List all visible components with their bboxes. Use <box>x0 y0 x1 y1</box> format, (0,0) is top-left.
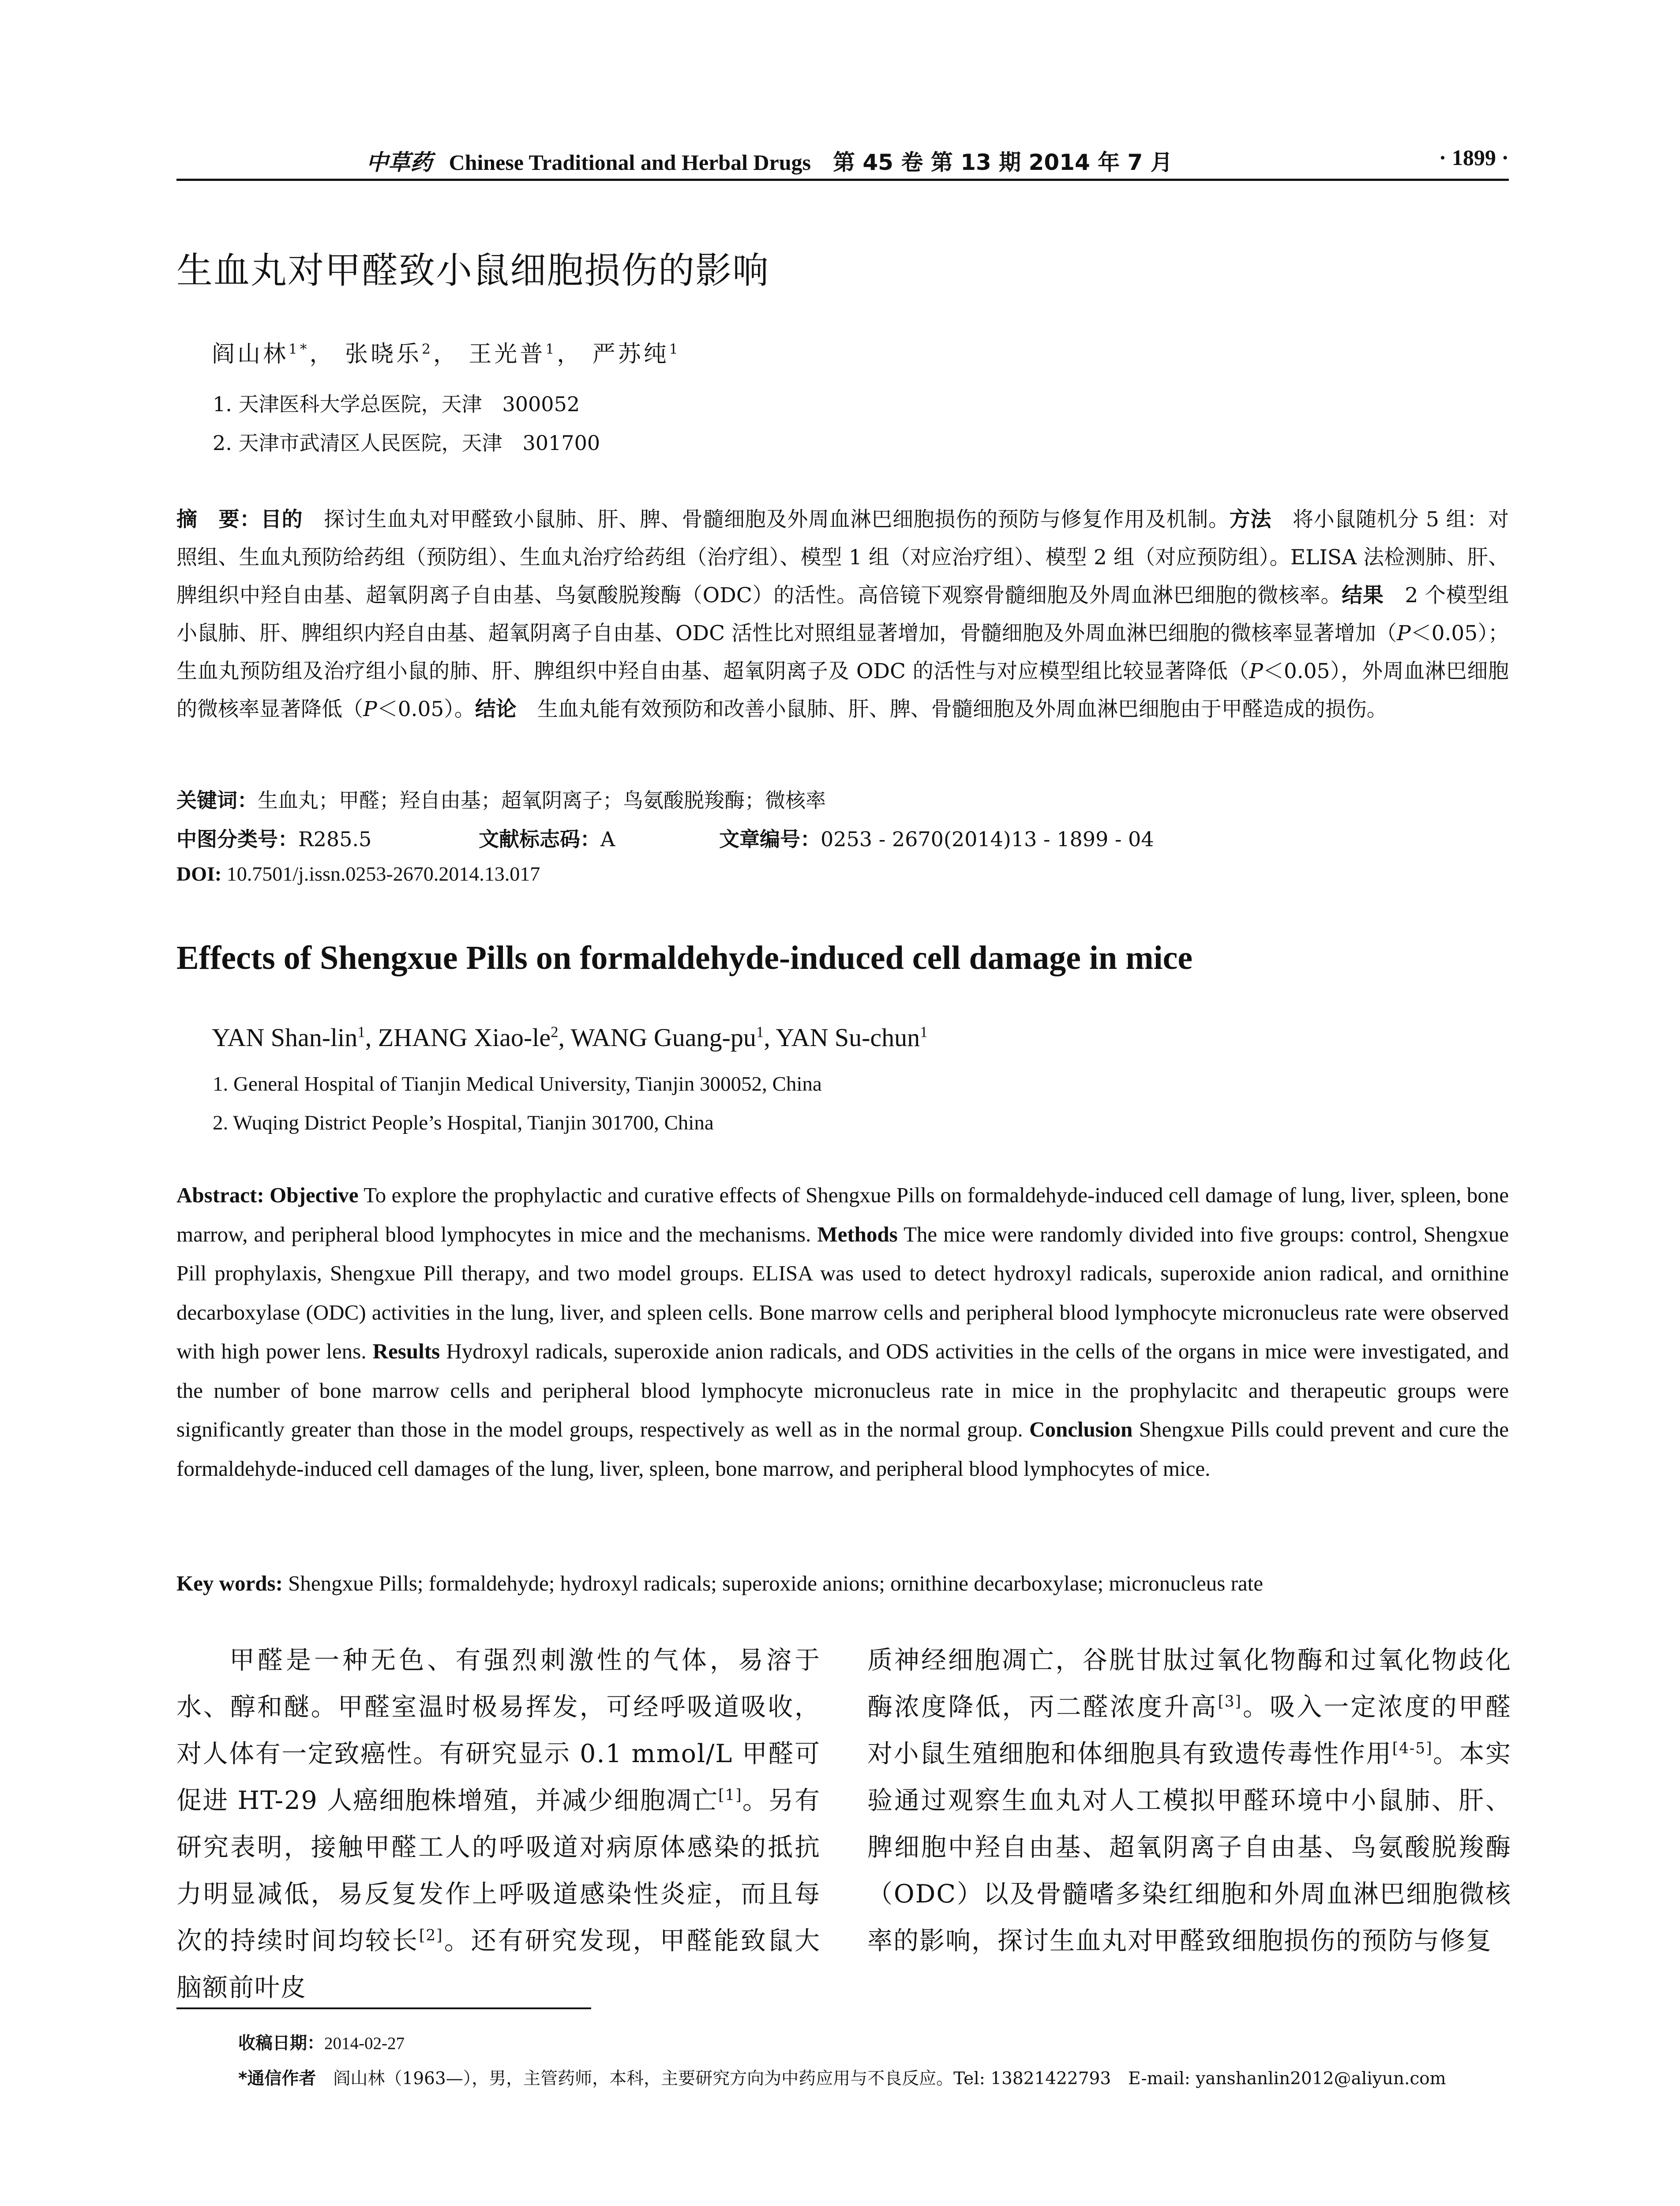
citation-ref: [3] <box>1218 1693 1242 1711</box>
journal-info <box>366 145 1173 176</box>
keywords-en: Key words: Shengxue Pills; formaldehyde; hydroxyl radicals; superoxide anions; ornithine decarboxylase; micronucleus rate <box>176 1571 1263 1595</box>
affiliation-cn-1: 1. 天津医科大学总医院，天津 300052 <box>213 392 580 416</box>
author-en: WANG Guang-$pu^1$ <box>570 1023 764 1052</box>
abstract-en-conclusion-label: Conclusion <box>1029 1417 1133 1441</box>
conclusion-label: 结论 <box>475 697 517 721</box>
affiliation-en-2: 2. Wuqing District People’s Hospital, Tianjin 301700, China <box>213 1111 714 1134</box>
keywords-cn: 关键词：生血丸；甲醛；羟自由基；超氧阴离子；鸟氨酸脱羧酶；微核率 <box>176 788 826 812</box>
corresponding-author: *通信作者 阎山林（1963—），男，主管药师，本科，主要研究方向为中药应用与不良反应。Tel: 13821422793 E-mail: yanshanlin2012@aliyun.com <box>238 2069 1446 2089</box>
abstract-en-methods-label: Methods <box>817 1222 898 1246</box>
citation-ref: [1] <box>718 1786 742 1804</box>
author-cn: 张晓乐$^2$ <box>345 341 433 368</box>
body-column-left: 甲醛是一种无色、有强烈刺激性的气体，易溶于水、醇和醚。甲醛室温时极易挥发，可经呼吸道吸收，对人体有一定致癌性。有研究显示 0.1 mmol/L 甲醛可促进 HT-29 人癌细胞株增殖，并减少细胞凋亡[1]。另有研究表明，接触甲醛工人的呼吸道对病原体感染的抵抗力明显减低，易反复发作上呼吸道感染性炎症，而且每次的持续时间均较长[2]。还有研究发现，甲醛能致鼠大脑额前叶皮 <box>176 1646 821 2002</box>
footnote-rule <box>176 2007 591 2009</box>
abstract-cn: 摘 要：目的 探讨生血丸对甲醛致小鼠肺、肝、脾、骨髓细胞及外周血淋巴细胞损伤的预防与修复作用及机制。方法 将小鼠随机分 5 组：对照组、生血丸预防给药组（预防组）、生血丸治疗给药组（治疗组）、模型 1 组（对应治疗组）、模型 2 组（对应预防组）。ELISA 法检测肺、肝、脾组织中羟自由基、超氧阴离子自由基、鸟氨酸脱羧酶（ODC）的活性。高倍镜下观察骨髓细胞及外周血淋巴细胞的微核率。结果 2 个模型组小鼠肺、肝、脾组织内羟自由基、超氧阴离子自由基、ODC 活性比对照组显著增加，骨髓细胞及外周血淋巴细胞的微核率显著增加（P＜0.05）；生血丸预防组及治疗组小鼠的肺、肝、脾组织中羟自由基、超氧阴离子及 ODC 的活性与对应模型组比较显著降低（P＜0.05），外周血淋巴细胞的微核率显著降低（P＜0.05）。结论 生血丸能有效预防和改善小鼠肺、肝、脾、骨髓细胞及外周血淋巴细胞由于甲醛造成的损伤。 <box>176 507 1509 721</box>
affiliation-en-1: 1. General Hospital of Tianjin Medical University, Tianjin 300052, China <box>213 1073 822 1095</box>
author-cn: 严苏纯$^1$ <box>592 341 681 368</box>
methods-label: 方法 <box>1229 507 1272 532</box>
issue-info: 第 45 卷 第 13 期 2014 年 7 月 <box>832 150 1173 175</box>
abstract-en: Abstract: Objective To explore the prophylactic and curative effects of Shengxue Pills on formaldehyde-induced cell damage of lung, liver, spleen, bone marrow, and peripheral blood lymphocytes in mice and the mechanisms. Methods The mice were randomly divided into five groups: control, Shengxue Pill prophylaxis, Shengxue Pill therapy, and two model groups. ELISA was used to detect hydroxyl radicals, superoxide anion radical, and ornithine decarboxylase (ODC) activities in the lung, liver, and spleen cells. Bone marrow cells and peripheral blood lymphocyte micronucleus rate were observed with high power lens. Results Hydroxyl radicals, superoxide anion radicals, and ODS activities in the cells of the organs in mice were investigated, and the number of bone marrow cells and peripheral blood lymphocyte micronucleus rate in mice in the prophylacitc and therapeutic groups were significantly greater than those in the model groups, respectively as well as in the normal group. Conclusion Shengxue Pills could prevent and cure the formaldehyde-induced cell damages of the lung, liver, spleen, bone marrow, and peripheral blood lymphocytes of mice. <box>176 1183 1509 1481</box>
citation-ref: [2] <box>419 1927 443 1944</box>
author-cn: 阎山林$^{1*}$ <box>212 341 310 368</box>
abstract-en-results-label: Results <box>372 1339 440 1363</box>
abstract-en-objective-label: Abstract: Objective <box>176 1183 359 1207</box>
authors-en: YAN Shan-lin$^1$, ZHANG Xiao-$le^2$, WANG Guang-$pu^1$, YAN Su-chun$^1$ <box>212 1023 928 1052</box>
abstract-label: 摘 要： <box>176 507 261 532</box>
page-number: · 1899 · <box>1439 145 1509 170</box>
objective-label: 目的 <box>260 507 303 532</box>
article-number: 文章编号：0253 - 2670(2014)13 - 1899 - 04 <box>719 827 1154 851</box>
received-date: 收稿日期：2014-02-27 <box>238 2033 405 2053</box>
author-en: YAN Shan-lin$^1$ <box>212 1023 365 1052</box>
author-en: YAN Su-chun$^1$ <box>776 1023 928 1052</box>
title-en: Effects of Shengxue Pills on formaldehyde-induced cell damage in mice <box>176 939 1193 976</box>
results-label: 结果 <box>1342 583 1384 608</box>
document-code: 文献标志码：A <box>479 827 615 851</box>
citation-ref: [4-5] <box>1392 1740 1433 1757</box>
journal-name-en: Chinese Traditional and Herbal Drugs <box>449 150 811 175</box>
doi-line: DOI: 10.7501/j.issn.0253-2670.2014.13.017 <box>176 863 540 885</box>
author-cn: 王光普$^1$ <box>469 341 557 368</box>
classification-line: 中图分类号：R285.5 <box>176 827 372 851</box>
running-header <box>176 140 1509 180</box>
body-column-right: 质神经细胞凋亡，谷胱甘肽过氧化物酶和过氧化物歧化酶浓度降低，丙二醛浓度升高[3]。吸入一定浓度的甲醛对小鼠生殖细胞和体细胞具有致遗传毒性作用[4-5]。本实验通过观察生血丸对人工模拟甲醛环境中小鼠肺、肝、脾细胞中羟自由基、超氧阴离子自由基、鸟氨酸脱羧酶（ODC）以及骨髓嗜多染红细胞和外周血淋巴细胞微核率的影响，探讨生血丸对甲醛致细胞损伤的预防与修复 <box>867 1646 1512 1955</box>
author-en: ZHANG Xiao-$le^2$ <box>378 1023 559 1052</box>
header-rule <box>176 179 1509 181</box>
title-cn: 生血丸对甲醛致小鼠细胞损伤的影响 <box>176 250 770 292</box>
journal-name-cn: 中草药 <box>366 150 432 175</box>
affiliation-cn-2: 2. 天津市武清区人民医院，天津 301700 <box>213 431 600 455</box>
authors-cn: 阎山林$^{1*}$， 张晓乐$^2$， 王光普$^1$， 严苏纯$^1$ <box>212 341 681 368</box>
